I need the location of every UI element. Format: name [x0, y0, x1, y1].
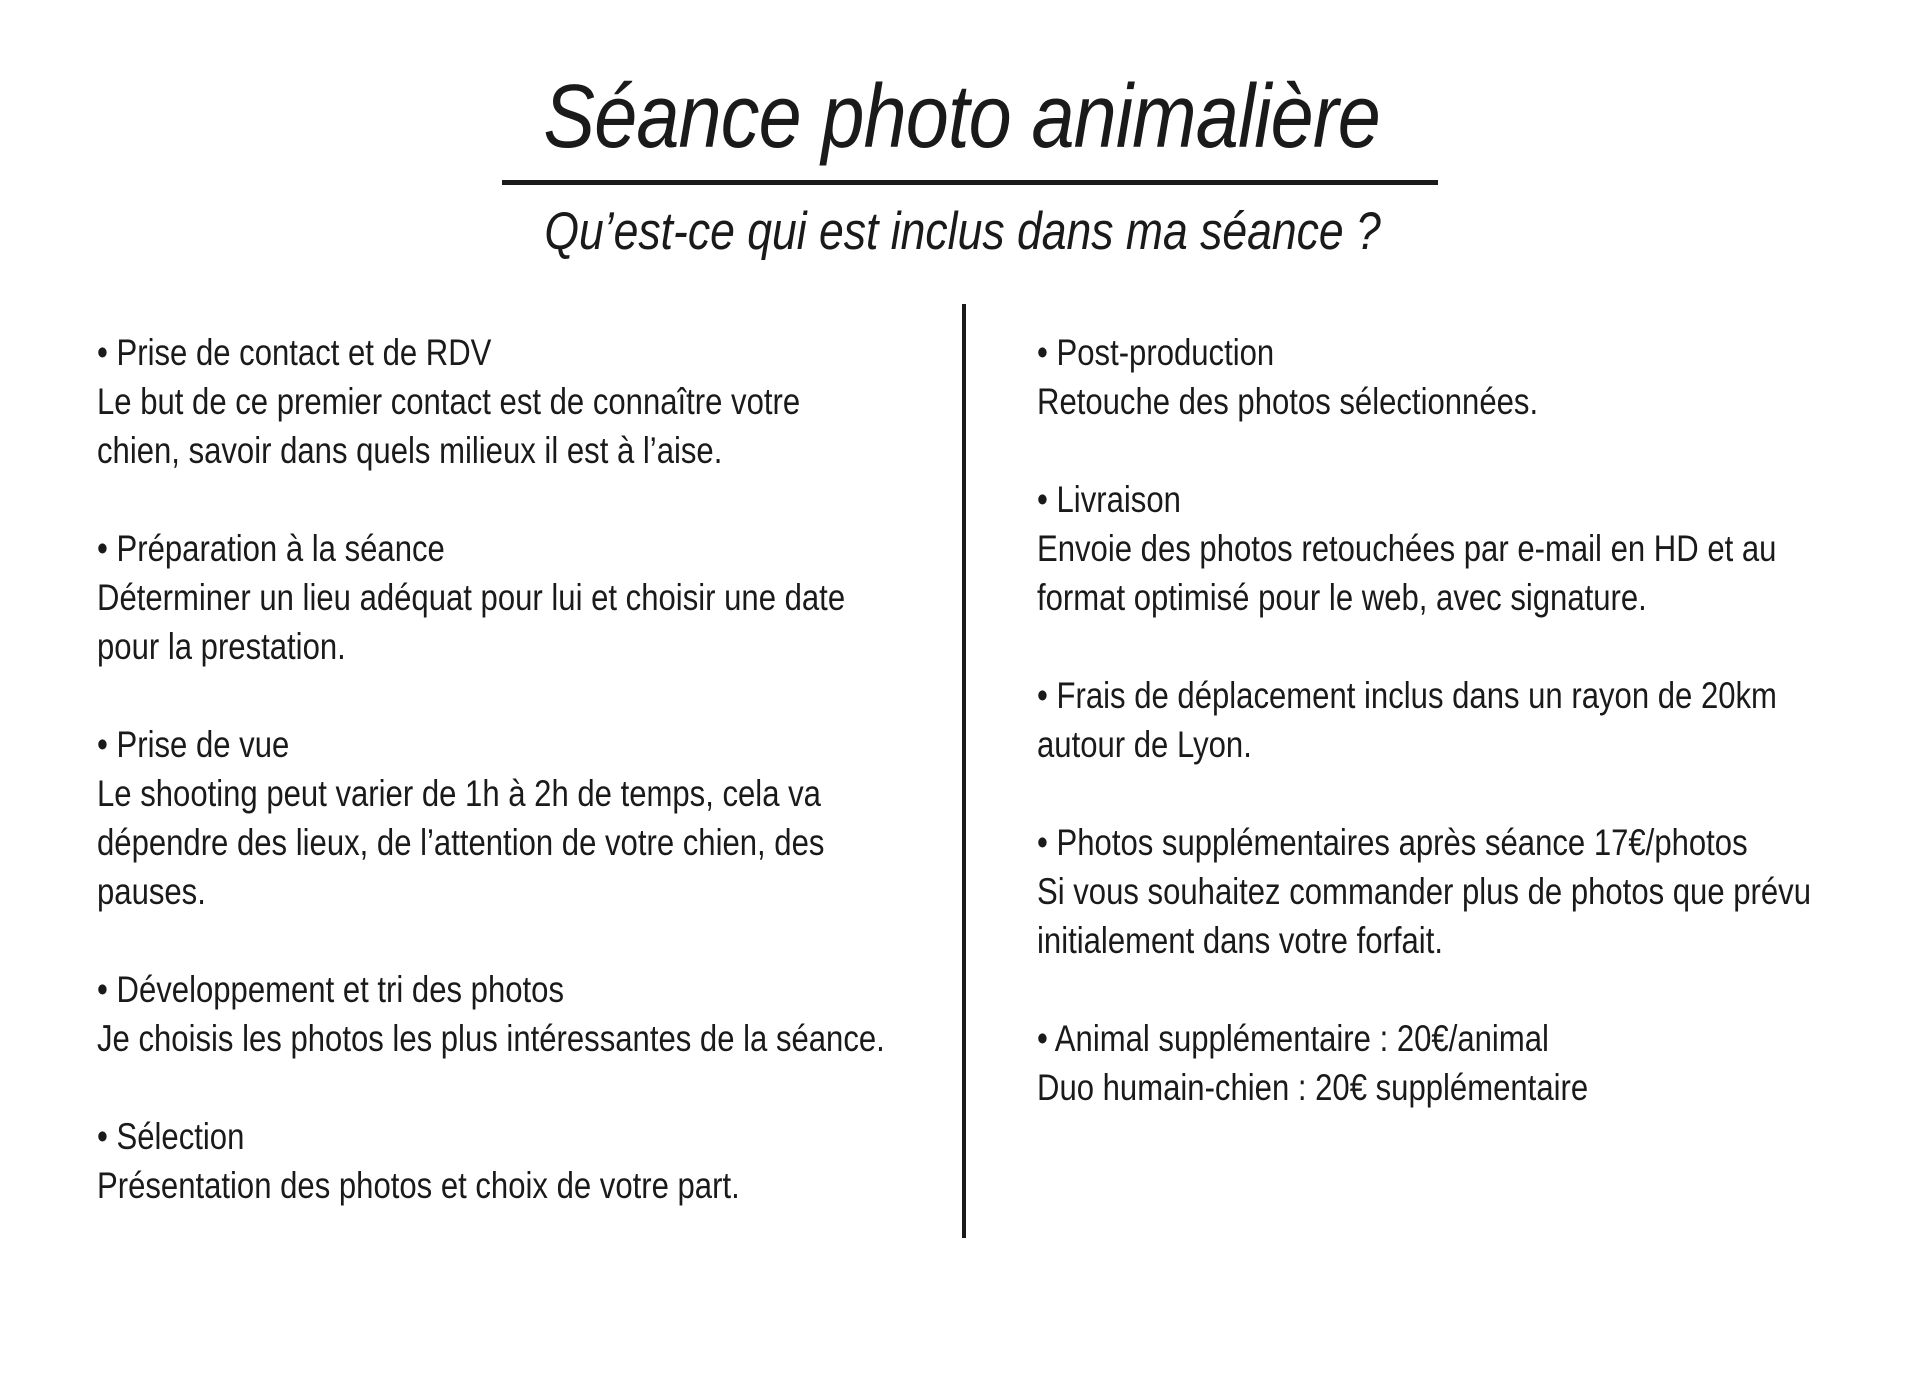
left-column [97, 328, 903, 1259]
list-item-selection [97, 1112, 903, 1210]
item-description: Présentation des photos et choix de votre part. [97, 1165, 740, 1206]
item-heading: • Photos supplémentaires après séance 17€/photos [1037, 822, 1748, 863]
item-description: Envoie des photos retouchées par e-mail en HD et au format optimisé pour le web, avec signature. [1037, 528, 1777, 618]
column-divider [962, 304, 966, 1238]
item-heading: • Prise de contact et de RDV [97, 332, 492, 373]
item-heading: • Sélection [97, 1116, 245, 1157]
list-item-post-production [1037, 328, 1843, 426]
item-heading: • Préparation à la séance [97, 528, 445, 569]
item-description: Le shooting peut varier de 1h à 2h de temps, cela va dépendre des lieux, de l’attention de votre chien, des pauses. [97, 773, 825, 912]
item-heading: • Livraison [1037, 479, 1181, 520]
item-heading: • Post-production [1037, 332, 1275, 373]
item-heading: • Prise de vue [97, 724, 290, 765]
list-item-travel-costs [1037, 671, 1843, 769]
item-description: Le but de ce premier contact est de connaître votre chien, savoir dans quels milieux il est à l’aise. [97, 381, 801, 471]
list-item-development [97, 965, 903, 1063]
item-heading: • Développement et tri des photos [97, 969, 565, 1010]
item-description: Duo humain-chien : 20€ supplémentaire [1037, 1067, 1589, 1108]
right-column [1037, 328, 1843, 1161]
title-underline [502, 180, 1438, 185]
page-subtitle: Qu’est-ce qui est inclus dans ma séance ? [544, 202, 1381, 261]
list-item-extra-animal [1037, 1014, 1843, 1112]
item-description: Retouche des photos sélectionnées. [1037, 381, 1539, 422]
item-description: Si vous souhaitez commander plus de photos que prévu initialement dans votre forfait. [1037, 871, 1812, 961]
page-title: Séance photo animalière [543, 67, 1380, 167]
item-heading: • Animal supplémentaire : 20€/animal [1037, 1018, 1549, 1059]
list-item-delivery [1037, 475, 1843, 622]
list-item-shooting [97, 720, 903, 916]
list-item-extra-photos [1037, 818, 1843, 965]
item-description: Déterminer un lieu adéquat pour lui et choisir une date pour la prestation. [97, 577, 846, 667]
item-description: Je choisis les photos les plus intéressantes de la séance. [97, 1018, 885, 1059]
item-heading: • Frais de déplacement inclus dans un rayon de 20km autour de Lyon. [1037, 675, 1777, 765]
list-item-contact [97, 328, 903, 475]
list-item-preparation [97, 524, 903, 671]
